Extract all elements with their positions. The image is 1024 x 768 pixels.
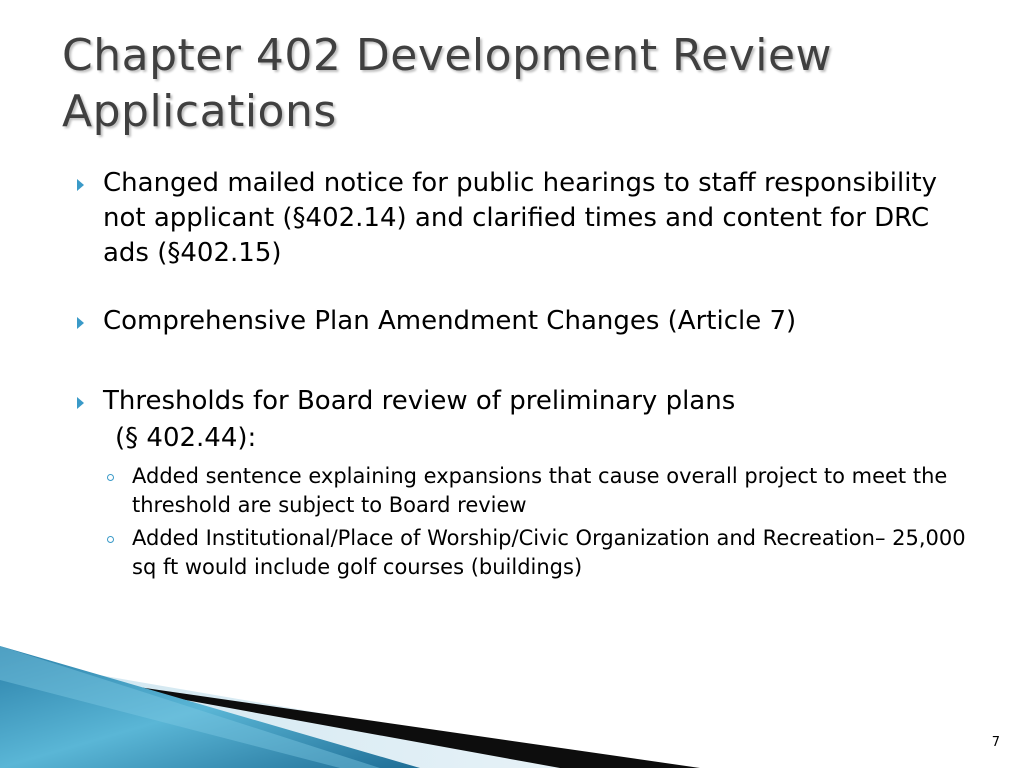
ring-bullet-icon <box>107 536 114 543</box>
bullet-text: Comprehensive Plan Amendment Changes (Article 7) <box>103 306 797 336</box>
arrow-bullet-icon <box>77 397 84 409</box>
slide-title: Chapter 402 Development Review Applications <box>62 30 833 137</box>
bullet-continuation: (§ 402.44): <box>115 423 257 453</box>
sub-bullet-item <box>103 462 972 520</box>
bullet-text: Thresholds for Board review of preliminary plans <box>103 386 736 416</box>
sub-bullet-item <box>103 524 972 582</box>
bullet-text: Changed mailed notice for public hearings to staff responsibility not applicant (§402.14) and clarified times and content for DRC ads (§402.15) <box>103 168 938 268</box>
bullet-item <box>72 384 972 582</box>
sub-bullet-list <box>103 462 972 582</box>
bullet-item <box>72 166 972 271</box>
bullet-list <box>72 166 972 586</box>
decorative-wave-graphic <box>0 640 1024 768</box>
bullet-item <box>72 304 972 339</box>
sub-bullet-text: Added sentence explaining expansions that cause overall project to meet the threshold are subject to Board review <box>132 464 948 517</box>
arrow-bullet-icon <box>77 317 84 329</box>
sub-bullet-text: Added Institutional/Place of Worship/Civic Organization and Recreation– 25,000 sq ft would include golf courses (buildings) <box>132 526 966 579</box>
slide-number: 7 <box>991 735 1000 750</box>
ring-bullet-icon <box>107 474 114 481</box>
arrow-bullet-icon <box>77 179 84 191</box>
